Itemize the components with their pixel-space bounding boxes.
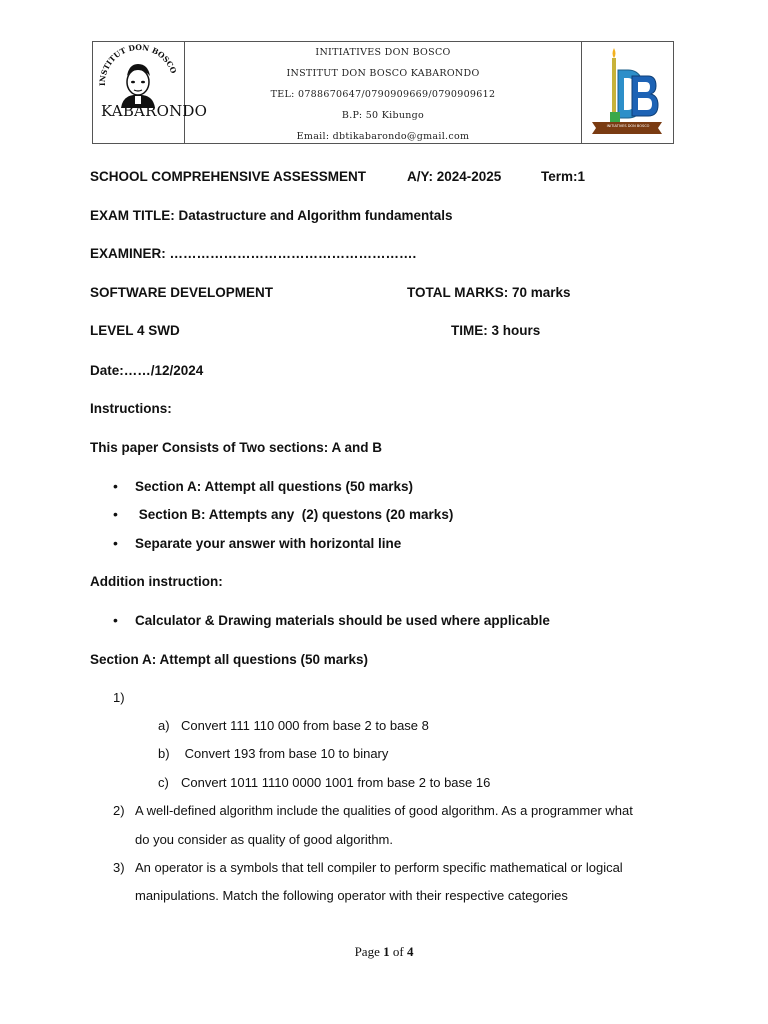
question-3-number: 3) [113, 860, 125, 875]
institution-info [185, 42, 581, 143]
institution-line-2: INSTITUT DON BOSCO KABARONDO [286, 68, 480, 79]
question-3-text-line-1: An operator is a symbols that tell compiler to perform specific mathematical or logical [135, 860, 623, 875]
current-page: 1 [383, 944, 390, 959]
academic-year: A/Y: 2024-2025 [407, 169, 502, 184]
institution-po-box: B.P: 50 Kibungo [341, 110, 425, 121]
don-bosco-portrait-logo [93, 42, 183, 143]
question-2-text-line-2: do you consider as quality of good algorithm. [135, 832, 393, 847]
exam-title: EXAM TITLE: Datastructure and Algorithm fundamentals [90, 208, 453, 223]
instructions-heading: Instructions: [90, 401, 172, 416]
question-1b-label: b) [158, 746, 170, 761]
question-1-number: 1) [113, 690, 125, 705]
examiner: EXAMINER: ………………………………………………. [90, 246, 417, 261]
left-logo-arc-text: INSTITUT DON BOSCO [97, 42, 179, 87]
additional-instruction-heading: Addition instruction: [90, 574, 223, 589]
db-logo-ribbon-text: INITIATIVES DON BOSCO [606, 124, 650, 128]
institution-header [92, 41, 674, 144]
question-1a-label: a) [158, 718, 170, 733]
bullet-icon: • [113, 535, 118, 551]
section-a-heading: Section A: Attempt all questions (50 marks) [90, 652, 369, 667]
instruction-item: Separate your answer with horizontal line [135, 536, 402, 551]
right-logo [581, 42, 673, 143]
term: Term:1 [541, 169, 586, 184]
exam-date: Date:……/12/2024 [90, 363, 204, 378]
bullet-icon: • [113, 506, 118, 522]
instruction-item: Section A: Attempt all questions (50 marks) [135, 479, 414, 494]
question-1a-text: Convert 111 110 000 from base 2 to base 8 [181, 718, 429, 733]
institution-phone: TEL: 0788670647/0790909669/0790909612 [270, 89, 496, 100]
assessment-type: SCHOOL COMPREHENSIVE ASSESSMENT [90, 169, 367, 184]
page-word: Page [354, 944, 380, 959]
question-1c-label: c) [158, 775, 169, 790]
level: LEVEL 4 SWD [90, 323, 180, 338]
question-3-text-line-2: manipulations. Match the following operator with their respective categories [135, 888, 568, 903]
total-marks: TOTAL MARKS: 70 marks [407, 285, 571, 300]
department: SOFTWARE DEVELOPMENT [90, 285, 274, 300]
bullet-icon: • [113, 478, 118, 494]
exam-time: TIME: 3 hours [451, 323, 541, 338]
total-pages: 4 [406, 944, 414, 959]
institution-email: Email: dbtikabarondo@gmail.com [296, 131, 470, 142]
additional-instruction-item: Calculator & Drawing materials should be used where applicable [135, 613, 550, 628]
question-1b-text: Convert 193 from base 10 to binary [181, 746, 389, 761]
instruction-item: Section B: Attempts any (2) questons (20 marks) [135, 507, 454, 522]
left-logo [93, 42, 208, 143]
instructions-intro: This paper Consists of Two sections: A and B [90, 440, 383, 455]
question-2-number: 2) [113, 803, 125, 818]
bullet-icon: • [113, 612, 118, 628]
question-2-text-line-1: A well-defined algorithm include the qualities of good algorithm. As a programmer what [135, 803, 633, 818]
page-number-footer [0, 944, 768, 960]
institution-line-1: INITIATIVES DON BOSCO [315, 47, 451, 58]
question-1c-text: Convert 1011 1110 0000 1001 from base 2 to base 16 [181, 775, 491, 790]
left-logo-bottom-text: KABARONDO [101, 102, 208, 120]
of-word: of [392, 944, 404, 959]
